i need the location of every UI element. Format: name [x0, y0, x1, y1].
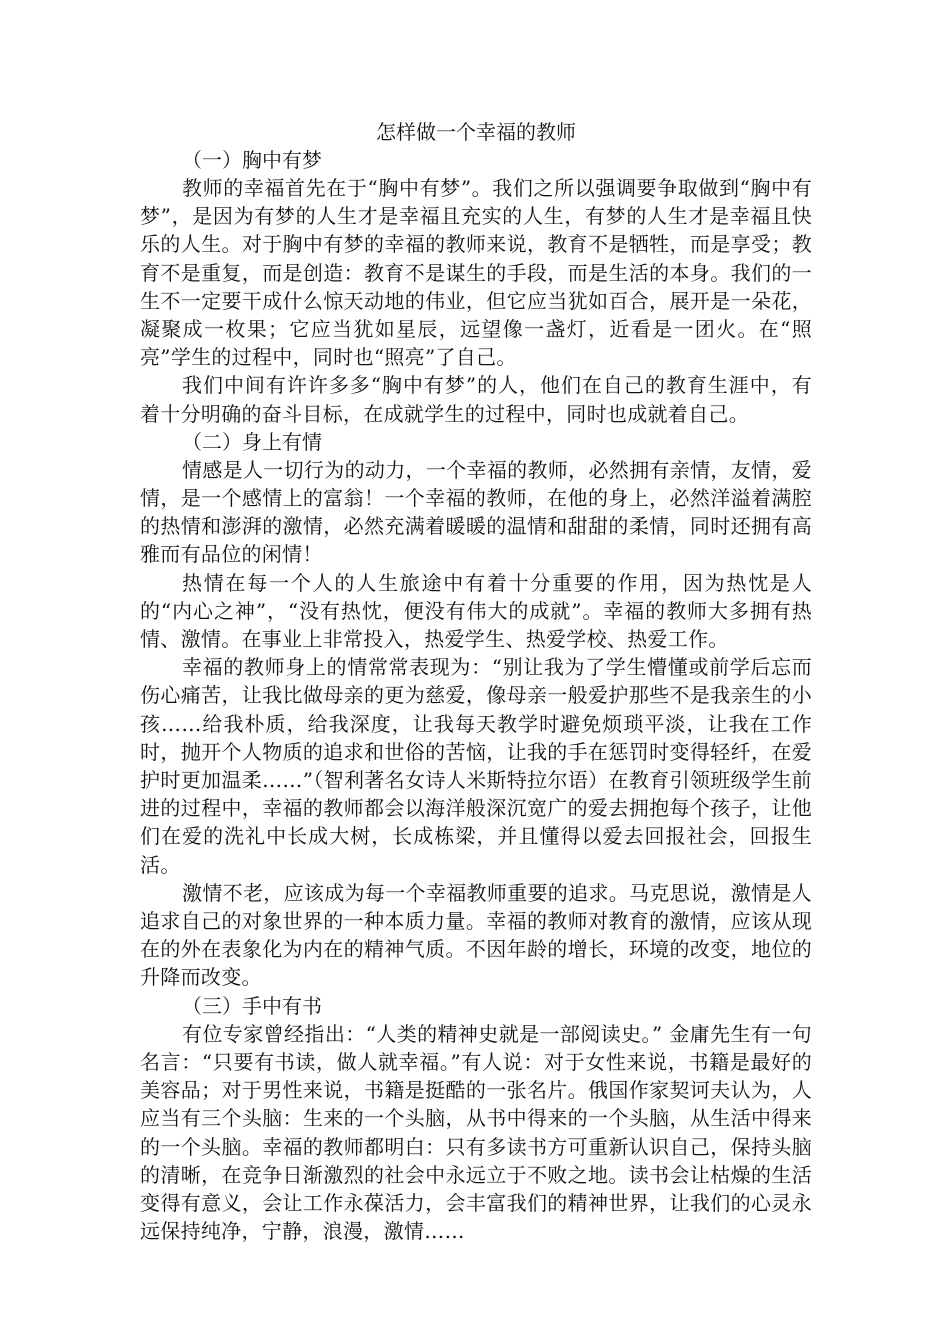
document-title: 怎样做一个幸福的教师 [376, 120, 576, 144]
section-3 [140, 992, 812, 1246]
section-heading: （三）手中有书 [182, 993, 322, 1018]
paragraph: 教师的幸福首先在于“胸中有梦”。我们之所以强调要争取做到“胸中有梦”，是因为有梦的人生才是幸福且充实的人生，有梦的人生才是幸福且快乐的人生。对于胸中有梦的幸福的教师来说，教育不是牺牲，而是享受；教育不是重复，而是创造：教育不是谋生的手段，而是生活的本身。我们的一生不一定要干成什么惊天动地的伟业，但它应当犹如百合，展开是一朵花，凝聚成一枚果；它应当犹如星辰，远望像一盏灯，近看是一团火。在“照亮”学生的过程中，同时也“照亮”了自己。 [140, 176, 812, 370]
paragraph: 有位专家曾经指出：“人类的精神史就是一部阅读史。” 金庸先生有一句名言：“只要有书读，做人就幸福。”有人说：对于女性来说，书籍是最好的美容品；对于男性来说，书籍是挺酷的一张名片。俄国作家契诃夫认为，人应当有三个头脑：生来的一个头脑，从书中得来的一个头脑，从生活中得来的一个头脑。幸福的教师都明白：只有多读书方可重新认识自己，保持头脑的清晰，在竞争日渐激烈的社会中永远立于不败之地。读书会让枯燥的生活变得有意义，会让工作永葆活力，会丰富我们的精神世界，让我们的心灵永远保持纯净，宁静，浪漫，激情…… [140, 1021, 812, 1244]
paragraph: 情感是人一切行为的动力，一个幸福的教师，必然拥有亲情，友情，爱情，是一个感情上的富翁！一个幸福的教师，在他的身上，必然洋溢着满腔的热情和澎湃的激情，必然充满着暖暖的温情和甜甜的柔情，同时还拥有高雅而有品位的闲情！ [140, 457, 812, 567]
section-1 [140, 146, 812, 428]
section-2 [140, 428, 812, 992]
paragraph: 我们中间有许许多多“胸中有梦”的人，他们在自己的教育生涯中，有着十分明确的奋斗目标，在成就学生的过程中，同时也成就着自己。 [140, 373, 812, 426]
section-heading: （二）身上有情 [182, 429, 322, 454]
paragraph: 幸福的教师身上的情常常表现为：“别让我为了学生懵懂或前学后忘而伤心痛苦，让我比做母亲的更为慈爱，像母亲一般爱护那些不是我亲生的小孩……给我朴质，给我深度，让我每天教学时避免烦琐平淡，让我在工作时，抛开个人物质的追求和世俗的苦恼，让我的手在惩罚时变得轻纤，在爱护时更加温柔……”（智利著名女诗人米斯特拉尔语）在教育引领班级学生前进的过程中，幸福的教师都会以海洋般深沉宽广的爱去拥抱每个孩子，让他们在爱的洗礼中长成大树，长成栋梁，并且懂得以爱去回报社会，回报生活。 [140, 655, 812, 877]
paragraph: 热情在每一个人的人生旅途中有着十分重要的作用，因为热忱是人的“内心之神”，“没有热忱，便没有伟大的成就”。幸福的教师大多拥有热情、激情。在事业上非常投入，热爱学生、热爱学校、热爱工作。 [140, 570, 812, 652]
document-body [140, 118, 812, 1245]
paragraph: 激情不老，应该成为每一个幸福教师重要的追求。马克思说，激情是人追求自己的对象世界的一种本质力量。幸福的教师对教育的激情，应该从现在的外在表象化为内在的精神气质。不因年龄的增长，环境的改变，地位的升降而改变。 [140, 880, 812, 990]
section-heading: （一）胸中有梦 [182, 148, 322, 172]
